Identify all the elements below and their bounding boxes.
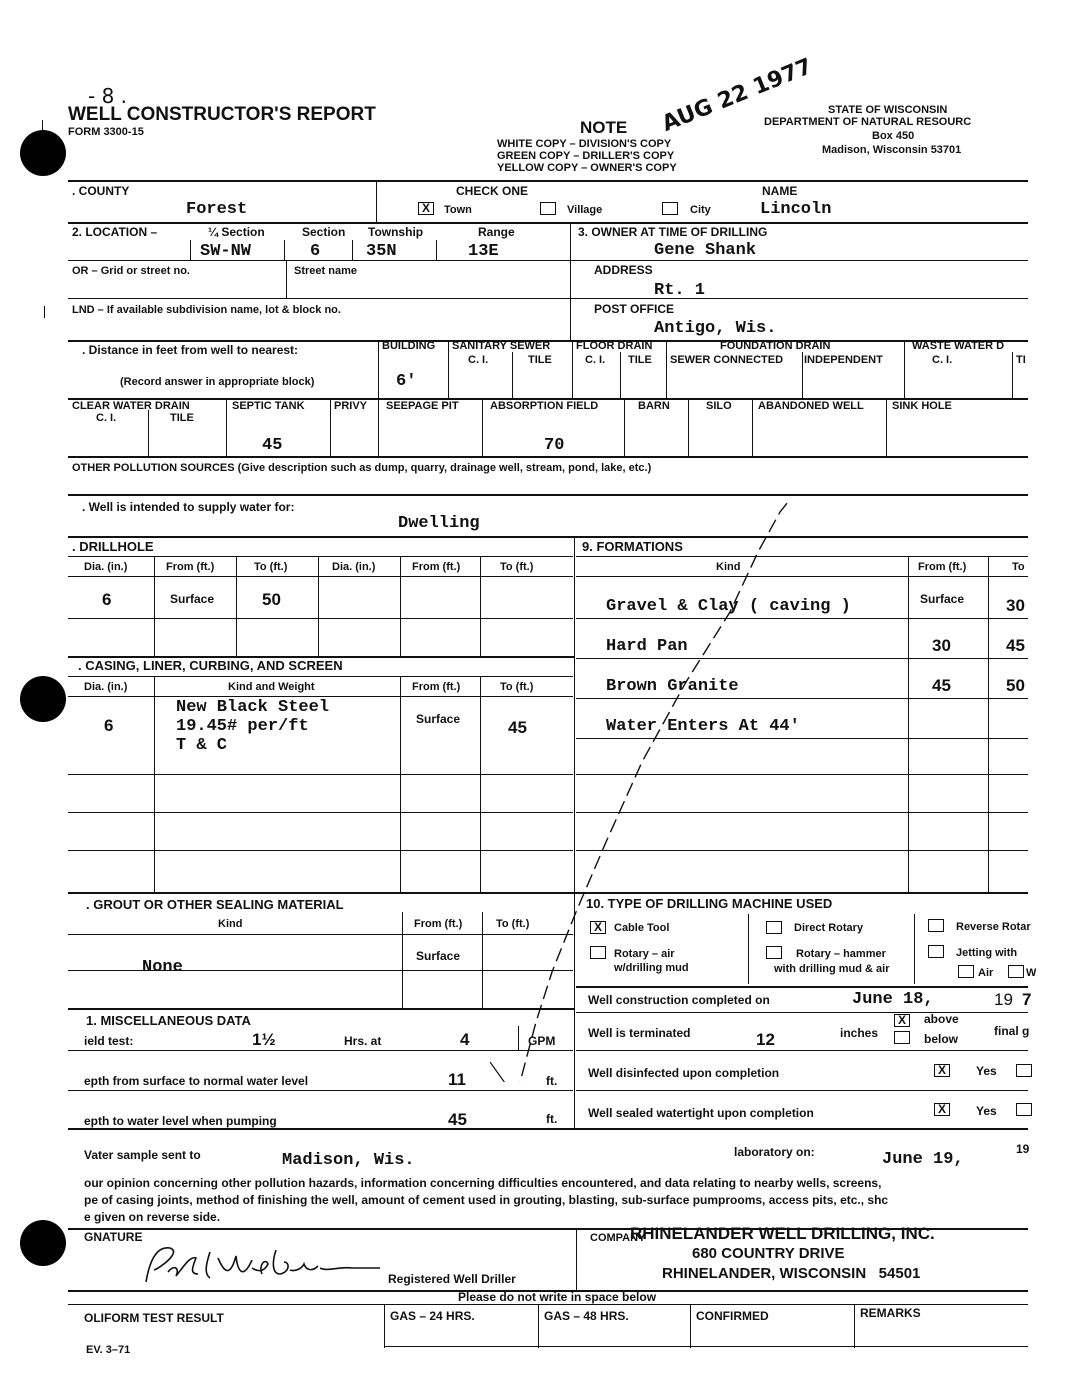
septic-tank-label: SEPTIC TANK (232, 400, 305, 412)
other-pollution-label: OTHER POLLUTION SOURCES (Give description such as dump, quarry, drainage well, stream, pond, lake, etc.) (72, 462, 652, 474)
grout-from-value: Surface (416, 949, 461, 963)
opinion-line-3: e given on reverse side. (84, 1210, 221, 1224)
drillhole-dia-value: 6 (102, 590, 112, 609)
normal-level-value: 11 (448, 1070, 466, 1089)
punch-hole-bottom (20, 1220, 66, 1266)
gas-48-label: GAS – 48 HRS. (544, 1309, 629, 1323)
grid-label: OR – Grid or street no. (72, 265, 190, 277)
company-street: 680 COUNTRY DRIVE (692, 1245, 845, 1262)
disinfected-label: Well disinfected upon completion (588, 1066, 780, 1080)
check-one-label: CHECK ONE (456, 184, 529, 198)
floor-tile-label: TILE (628, 354, 652, 366)
sealed-no-checkbox[interactable] (1016, 1103, 1032, 1116)
formation-from-3: 45 (932, 676, 951, 695)
w-label: W (1026, 967, 1037, 979)
normal-level-label: epth from surface to normal water level (84, 1074, 309, 1088)
agency-state: STATE OF WISCONSIN (828, 104, 948, 116)
septic-tank-value: 45 (262, 436, 283, 455)
formation-kind-1: Gravel & Clay ( caving ) (606, 597, 851, 616)
grout-kind-value: None (142, 958, 183, 977)
rotary-air-mud-label: w/drilling mud (614, 962, 689, 974)
yield-label: ield test: (84, 1034, 134, 1048)
silo-label: SILO (706, 400, 732, 412)
drillhole-to-label: To (ft.) (254, 561, 288, 573)
driller-signature (140, 1238, 390, 1288)
city-checkbox[interactable] (662, 202, 678, 215)
below-checkbox[interactable] (894, 1031, 910, 1044)
waste-tile-label: TI (1016, 354, 1026, 366)
street-name-label: Street name (294, 265, 357, 277)
drillhole-dia2-label: Dia. (in.) (332, 561, 376, 573)
punch-hole-top (20, 130, 66, 176)
completion-label: Well construction completed on (588, 993, 770, 1007)
terminated-unit: inches (840, 1026, 879, 1040)
subdivision-label: LND – If available subdivision name, lot & block no. (72, 304, 341, 316)
building-label: BUILDING (382, 340, 436, 352)
company-label: COMPANY (590, 1232, 646, 1244)
jetting-label: Jetting with (956, 947, 1018, 959)
owner-value: Gene Shank (654, 241, 757, 260)
casing-from-label: From (ft.) (412, 681, 461, 693)
casing-from-value: Surface (416, 712, 461, 726)
waste-ci-label: C. I. (932, 354, 953, 366)
lab-label: laboratory on: (734, 1145, 815, 1159)
distance-note: (Record answer in appropriate block) (120, 376, 315, 388)
township-value: 35N (366, 242, 397, 261)
owner-label: 3. OWNER AT TIME OF DRILLING (578, 225, 768, 239)
grout-to-label: To (ft.) (496, 918, 530, 930)
disinfected-yes-checkbox[interactable]: X (934, 1064, 950, 1077)
floor-ci-label: C. I. (585, 354, 606, 366)
sanitary-sewer-label: SANITARY SEWER (452, 340, 551, 352)
sanitary-ci-label: C. I. (468, 354, 489, 366)
machine-label: 10. TYPE OF DRILLING MACHINE USED (586, 896, 833, 911)
agency-department: DEPARTMENT OF NATURAL RESOURC (764, 116, 972, 128)
village-checkbox[interactable] (540, 202, 556, 215)
formation-to-3: 50 (1006, 676, 1025, 695)
remarks-label: REMARKS (860, 1306, 921, 1320)
office-use-notice: Please do not write in space below (458, 1290, 657, 1304)
company-name: RHINELANDER WELL DRILLING, INC. (630, 1224, 935, 1243)
lab-year-prefix: 19 (1016, 1142, 1030, 1156)
section-label: Section (302, 225, 346, 239)
margin-mark (44, 306, 45, 318)
note-line-green: GREEN COPY – DRILLER'S COPY (497, 150, 675, 162)
terminated-label: Well is terminated (588, 1026, 691, 1040)
absorption-field-value: 70 (544, 436, 565, 455)
cable-tool-checkbox[interactable]: X (590, 921, 606, 934)
casing-dia-label: Dia. (in.) (84, 681, 128, 693)
supply-label: . Well is intended to supply water for: (82, 500, 295, 514)
revision-label: EV. 3–71 (86, 1344, 131, 1356)
registered-driller-label: Registered Well Driller (388, 1272, 516, 1286)
casing-dia-value: 6 (104, 716, 114, 735)
post-office-value: Antigo, Wis. (654, 319, 777, 338)
drillhole-from-label: From (ft.) (166, 561, 215, 573)
clear-ci-label: C. I. (96, 412, 117, 424)
form-title: WELL CONSTRUCTOR'S REPORT (68, 104, 376, 125)
misc-label: 1. MISCELLANEOUS DATA (86, 1013, 251, 1028)
yield-value: 1½ (252, 1030, 276, 1049)
drillhole-from-value: Surface (170, 592, 215, 606)
range-label: Range (478, 225, 515, 239)
privy-label: PRIVY (334, 400, 368, 412)
village-label: Village (567, 204, 603, 216)
lab-value: June 19, (882, 1150, 964, 1169)
casing-label: . CASING, LINER, CURBING, AND SCREEN (78, 658, 343, 673)
note-line-white: WHITE COPY – DIVISION'S COPY (497, 138, 672, 150)
township-label: Township (368, 225, 424, 239)
range-value: 13E (468, 242, 499, 261)
pumping-level-value: 45 (448, 1110, 467, 1129)
coliform-label: OLIFORM TEST RESULT (84, 1311, 224, 1325)
drillhole-to2-label: To (ft.) (500, 561, 534, 573)
gpm-label: GPM (528, 1034, 556, 1048)
note-title: NOTE (580, 118, 628, 137)
casing-kind-label: Kind and Weight (228, 681, 315, 693)
rotary-hammer-mud-label: with drilling mud & air (774, 963, 890, 975)
completion-year: 7 (1022, 990, 1032, 1009)
sample-label: Vater sample sent to (84, 1148, 201, 1162)
signature-label: GNATURE (84, 1230, 143, 1244)
sealed-label: Well sealed watertight upon completion (588, 1106, 814, 1120)
drillhole-to-value: 50 (262, 590, 281, 609)
name-value: Lincoln (760, 200, 832, 219)
casing-kind-line-3: T & C (176, 736, 228, 755)
rotary-hammer-label: Rotary – hammer (796, 948, 886, 960)
sewer-connected-label: SEWER CONNECTED (670, 354, 784, 366)
confirmed-label: CONFIRMED (696, 1309, 769, 1323)
disinfected-yes-label: Yes (976, 1064, 997, 1078)
quarter-section-value: SW-NW (200, 242, 252, 261)
w-checkbox[interactable] (1008, 965, 1024, 978)
seepage-pit-label: SEEPAGE PIT (386, 400, 459, 412)
terminated-value: 12 (756, 1030, 775, 1049)
disinfected-no-checkbox[interactable] (1016, 1064, 1032, 1077)
sample-value: Madison, Wis. (282, 1151, 415, 1170)
reverse-rotary-label: Reverse Rotar (956, 921, 1031, 933)
opinion-line-2: pe of casing joints, method of finishing the well, amount of cement used in grouting, blasting, sub-surface pumprooms, access pits, etc., shc (84, 1193, 889, 1207)
drillhole-from2-label: From (ft.) (412, 561, 461, 573)
air-label: Air (978, 967, 994, 979)
agency-city: Madison, Wisconsin 53701 (822, 144, 962, 156)
distance-label: . Distance in feet from well to nearest: (82, 343, 299, 357)
pumping-level-label: epth to water level when pumping (84, 1114, 277, 1128)
form-number: FORM 3300-15 (68, 126, 144, 138)
formation-from-2: 30 (932, 636, 951, 655)
county-label: . COUNTY (72, 184, 130, 198)
jetting-checkbox[interactable] (928, 945, 944, 958)
sanitary-tile-label: TILE (528, 354, 552, 366)
date-received-stamp: AUG 22 1977 (658, 54, 816, 137)
rotary-air-label: Rotary – air (614, 948, 675, 960)
clear-water-drain-label: CLEAR WATER DRAIN (72, 400, 190, 412)
foundation-drain-label: FOUNDATION DRAIN (720, 340, 831, 352)
casing-to-value: 45 (508, 718, 527, 737)
opinion-line-1: our opinion concerning other pollution hazards, information concerning difficulties encountered, and data relating to nearby wells, screens, (84, 1176, 882, 1190)
grout-label: . GROUT OR OTHER SEALING MATERIAL (86, 897, 344, 912)
county-value: Forest (186, 200, 248, 219)
formation-from-1: Surface (920, 592, 965, 606)
section-value: 6 (310, 242, 321, 261)
barn-label: BARN (638, 400, 670, 412)
waste-water-label: WASTE WATER D (912, 340, 1005, 352)
absorption-field-label: ABSORPTION FIELD (490, 400, 599, 412)
completion-date: June 18, (852, 990, 934, 1009)
name-label: NAME (762, 184, 798, 198)
formations-label: 9. FORMATIONS (582, 539, 683, 554)
abandoned-well-label: ABANDONED WELL (758, 400, 864, 412)
sink-hole-label: SINK HOLE (892, 400, 952, 412)
sealed-yes-checkbox[interactable]: X (934, 1103, 950, 1116)
drillhole-dia-label: Dia. (in.) (84, 561, 128, 573)
diagonal-mark (490, 462, 790, 1082)
address-value: Rt. 1 (654, 281, 706, 300)
town-label: Town (444, 204, 472, 216)
scribble: - 8 . (88, 84, 128, 108)
formations-from-label: From (ft.) (918, 561, 967, 573)
pumping-level-unit: ft. (546, 1112, 558, 1126)
formation-kind-3: Brown Granite (606, 677, 739, 696)
independent-label: INDEPENDENT (804, 354, 883, 366)
town-checkbox[interactable]: X (418, 202, 434, 215)
city-label: City (690, 204, 711, 216)
air-checkbox[interactable] (958, 965, 974, 978)
above-label: above (924, 1012, 959, 1026)
margin-mark (42, 120, 43, 134)
formations-to-label: To (1012, 561, 1025, 573)
reverse-rotary-checkbox[interactable] (928, 919, 944, 932)
gpm-value: 4 (460, 1030, 470, 1049)
formations-kind-label: Kind (716, 561, 741, 573)
clear-tile-label: TILE (170, 412, 194, 424)
cable-tool-label: Cable Tool (614, 922, 670, 934)
final-grade-label: final g (994, 1024, 1030, 1038)
gas-24-label: GAS – 24 HRS. (390, 1309, 475, 1323)
floor-drain-label: FLOOR DRAIN (576, 340, 653, 352)
punch-hole-middle (20, 676, 66, 722)
casing-kind-line-1: New Black Steel (176, 698, 330, 717)
formation-kind-2: Hard Pan (606, 637, 688, 656)
agency-box: Box 450 (872, 130, 915, 142)
casing-to-label: To (ft.) (500, 681, 534, 693)
formation-to-2: 45 (1006, 636, 1025, 655)
hrs-label: Hrs. at (344, 1034, 382, 1048)
formation-to-1: 30 (1006, 596, 1025, 615)
company-city: RHINELANDER, WISCONSIN 54501 (662, 1265, 921, 1282)
post-office-label: POST OFFICE (594, 302, 675, 316)
drillhole-label: . DRILLHOLE (72, 539, 154, 554)
note-line-yellow: YELLOW COPY – OWNER'S COPY (497, 162, 677, 174)
grout-from-label: From (ft.) (414, 918, 463, 930)
address-label: ADDRESS (594, 263, 653, 277)
grout-kind-label: Kind (218, 918, 243, 930)
formation-kind-4: Water Enters At 44' (606, 717, 800, 736)
sealed-yes-label: Yes (976, 1104, 997, 1118)
normal-level-unit: ft. (546, 1074, 558, 1088)
below-label: below (924, 1032, 959, 1046)
building-value: 6' (396, 372, 417, 391)
casing-kind-line-2: 19.45# per/ft (176, 717, 309, 736)
completion-year-prefix: 19 (994, 990, 1013, 1009)
direct-rotary-label: Direct Rotary (794, 922, 864, 934)
above-checkbox[interactable]: X (894, 1014, 910, 1027)
quarter-section-label: ¼ Section (208, 225, 265, 239)
supply-value: Dwelling (398, 514, 480, 533)
location-label: 2. LOCATION – (72, 225, 158, 239)
